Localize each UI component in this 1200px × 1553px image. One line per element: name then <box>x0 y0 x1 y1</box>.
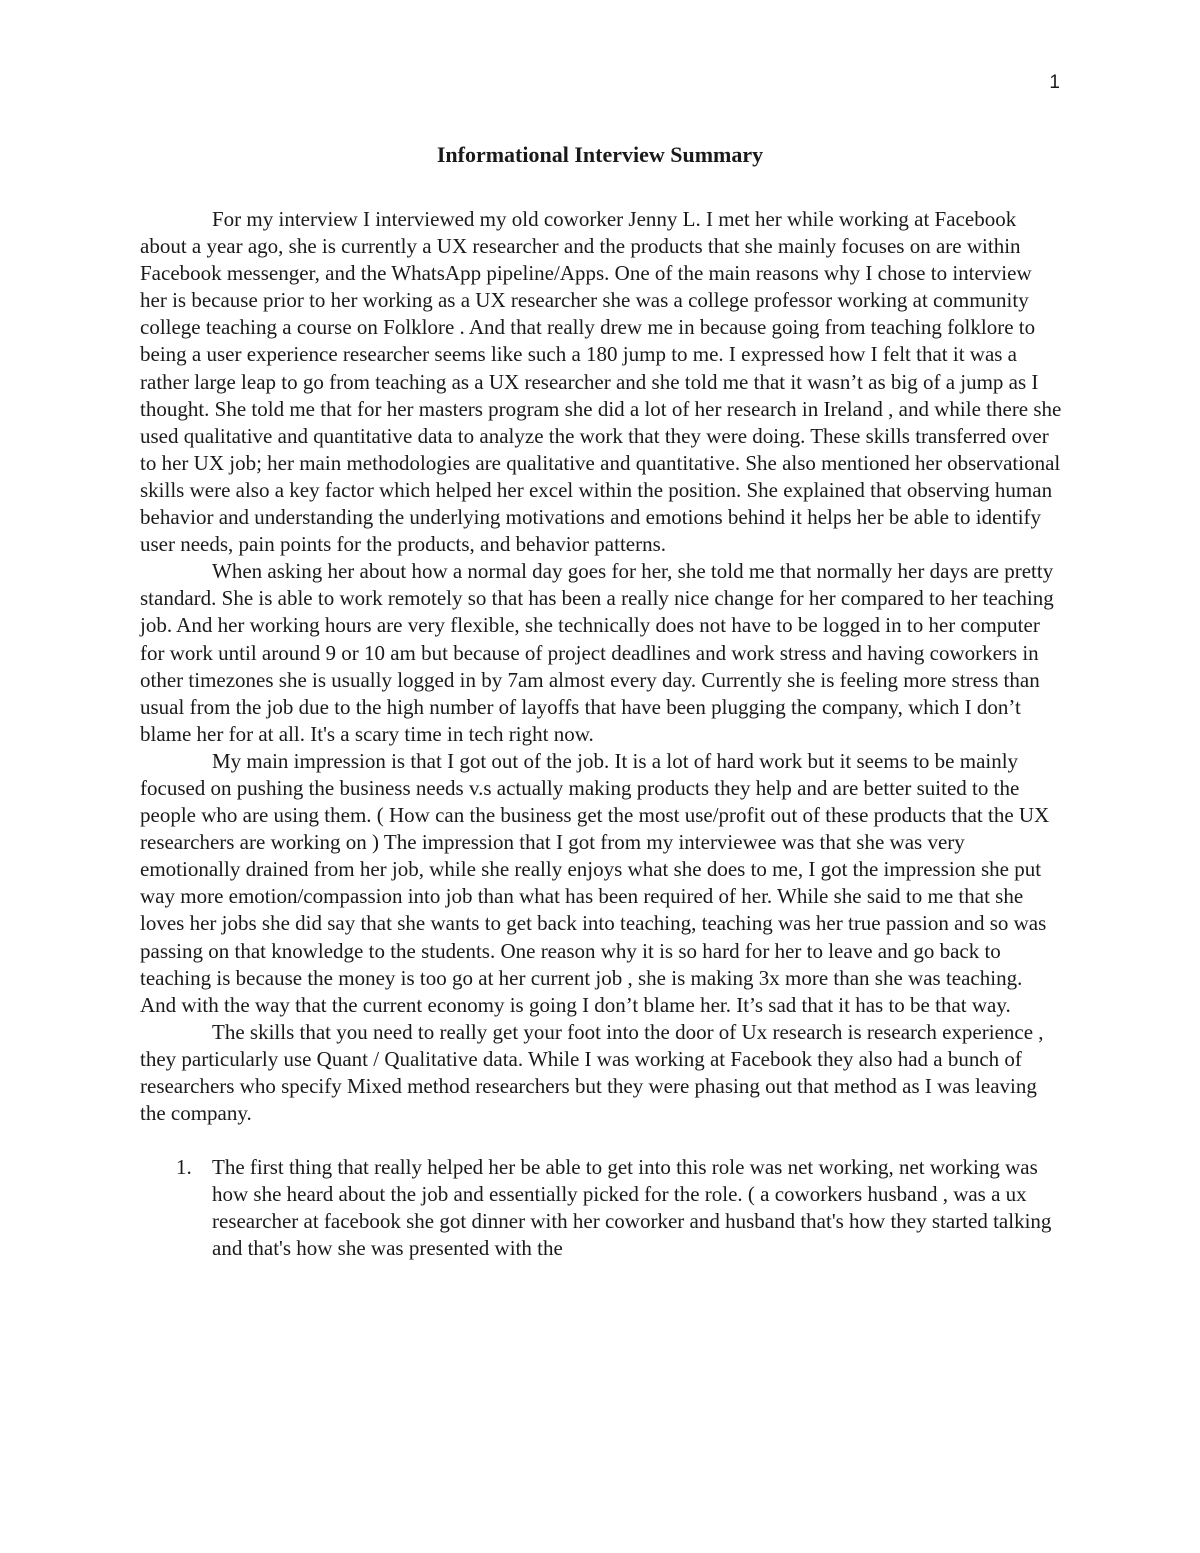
paragraph-normal-day: When asking her about how a normal day goes for her, she told me that normally her days are pretty standard. She is able to work remotely so that has been a really nice change for her compared to her teaching job. And her working hours are very flexible, she technically does not have to be logged in to her computer for work until around 9 or 10 am but because of project deadlines and work stress and having coworkers in other timezones she is usually logged in by 7am almost every day. Currently she is feeling more stress than usual from the job due to the high number of layoffs that have been plugging the company, which I don’t blame her for at all. It's a scary time in tech right now. <box>140 559 1054 746</box>
numbered-list <box>140 1154 1062 1262</box>
list-item <box>140 1154 1062 1262</box>
page-number: 1 <box>1049 72 1060 93</box>
paragraph-main-impression: My main impression is that I got out of the job. It is a lot of hard work but it seems to be mainly focused on pushing the business needs v.s actually making products they help and are better suited to the people who are using them. ( How can the business get the most use/profit out of these products that the UX researchers are working on ) The impression that I got from my interviewee was that she was very emotionally drained from her job, while she really enjoys what she does to me, I got the impression she put way more emotion/compassion into job than what has been required of her. While she said to me that she loves her jobs she did say that she wants to get back into teaching, teaching was her true passion and so was passing on that knowledge to the students. One reason why it is so hard for her to leave and go back to teaching is because the money is too go at her current job , she is making 3x more than she was teaching. And with the way that the current economy is going I don’t blame her. It’s sad that it has to be that way. <box>140 748 1050 1017</box>
paragraph-skills-needed: The skills that you need to really get your foot into the door of Ux research is research experience , they particularly use Quant / Qualitative data. While I was working at Facebook they also had a bunch of researchers who specify Mixed method researchers but they were phasing out that method as I was leaving the company. <box>140 1019 1044 1126</box>
list-item-marker: 1. <box>176 1155 192 1180</box>
document-title: Informational Interview Summary <box>436 142 764 167</box>
list-item-text: The first thing that really helped her be able to get into this role was net working, net working was how she heard about the job and essentially picked for the role. ( a coworkers husband , was a ux researcher at facebook she got dinner with her coworker and husband that's how they started talking and that's how she was presented with the <box>212 1155 1052 1261</box>
document-body <box>140 206 1062 1263</box>
paragraph-interview-intro: For my interview I interviewed my old coworker Jenny L. I met her while working at Facebook about a year ago, she is currently a UX researcher and the products that she mainly focuses on are within Facebook messenger, and the WhatsApp pipeline/Apps. One of the main reasons why I chose to interview her is because prior to her working as a UX researcher she was a college professor working at community college teaching a course on Folklore . And that really drew me in because going from teaching folklore to being a user experience researcher seems like such a 180 jump to me. I expressed how I felt that it was a rather large leap to go from teaching as a UX researcher and she told me that it wasn’t as big of a jump as I thought. She told me that for her masters program she did a lot of her research in Ireland , and while there she used qualitative and quantitative data to analyze the work that they were doing. These skills transferred over to her UX job; her main methodologies are qualitative and quantitative. She also mentioned her observational skills were also a key factor which helped her excel within the position. She explained that observing human behavior and understanding the underlying motivations and emotions behind it helps her be able to identify user needs, pain points for the products, and behavior patterns. <box>140 207 1062 557</box>
